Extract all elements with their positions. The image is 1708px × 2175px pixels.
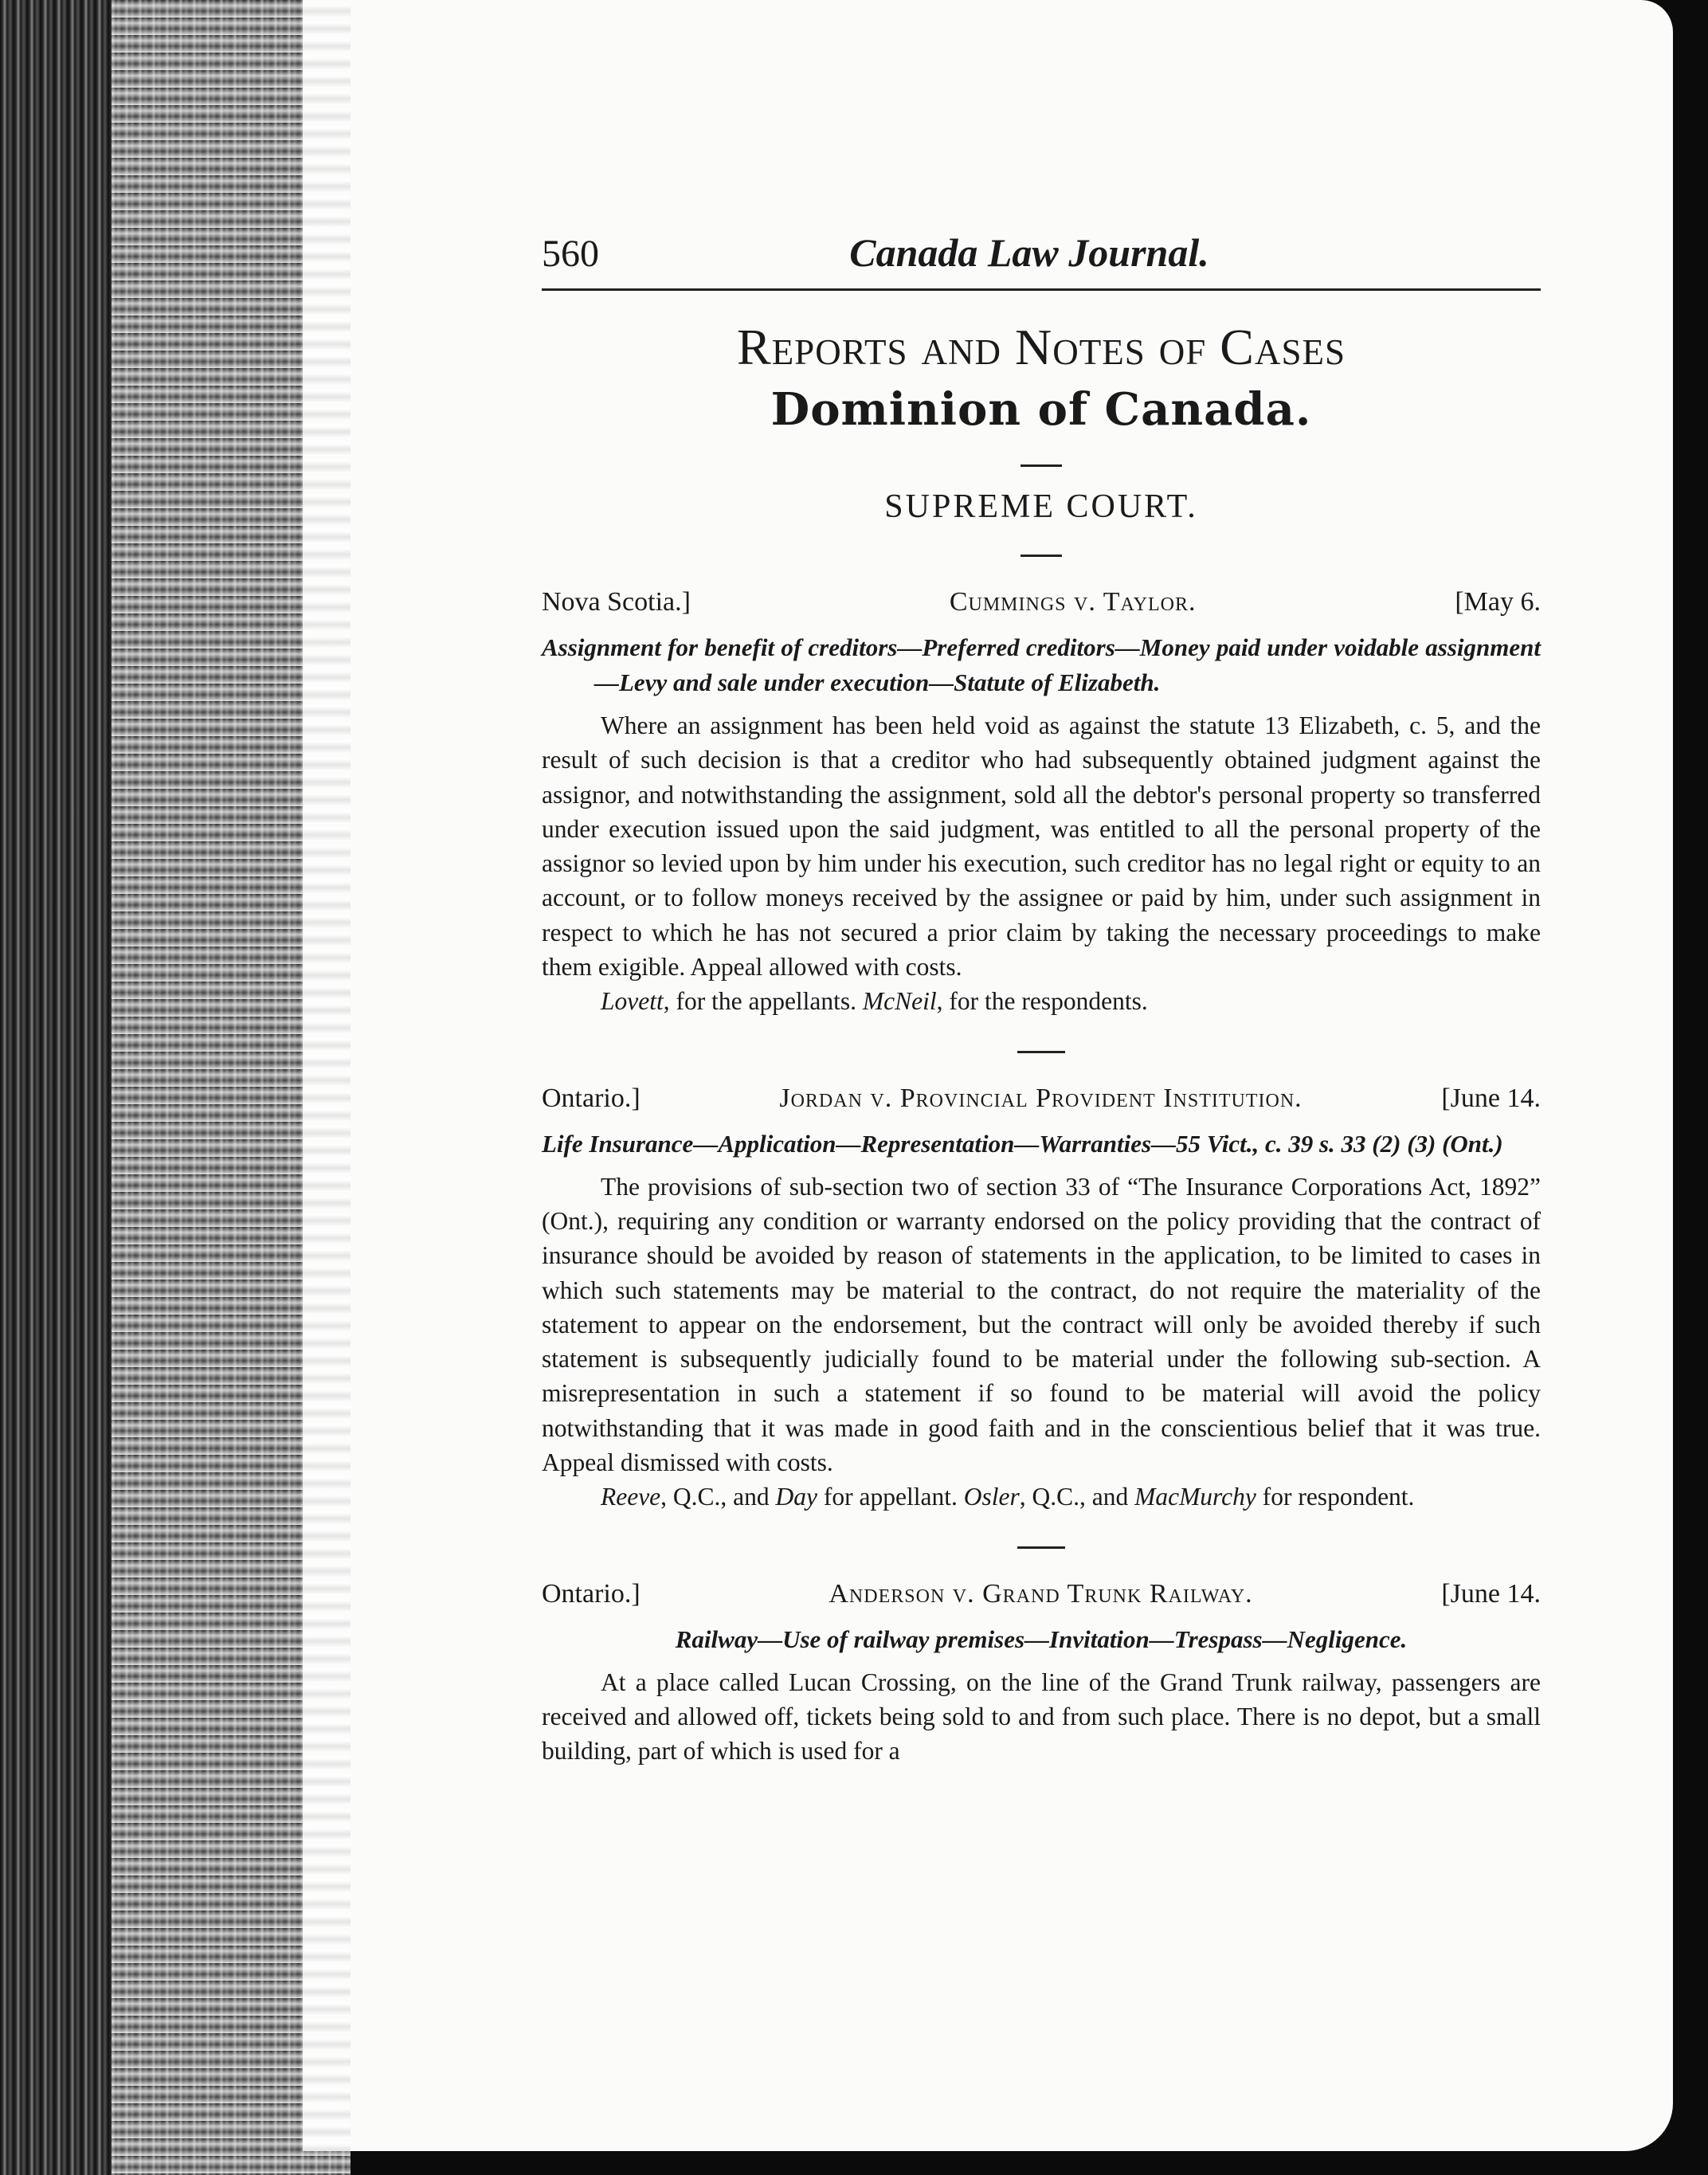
counsel-text: for appellant. [817, 1483, 964, 1511]
running-header [542, 229, 1541, 291]
section-title: Reports and Notes of Cases [737, 319, 1346, 375]
dominion-heading: Dominion of Canada. [770, 383, 1312, 436]
counsel-name: McNeil [862, 987, 937, 1016]
case-date: [May 6. [1455, 587, 1541, 617]
counsel-name: Day [775, 1483, 818, 1511]
counsel-name: Lovett [601, 987, 664, 1016]
case-counsel [542, 984, 1541, 1018]
divider [1020, 464, 1062, 467]
case-catchwords: Assignment for benefit of creditors—Preferred creditors—Money paid under voidable assignment—Levy and sale under execution—Statute of Elizabeth. [542, 633, 1541, 696]
case-jordan-v-provincial-provident [542, 1084, 1541, 1515]
page-number: 560 [542, 233, 599, 275]
court-heading: SUPREME COURT. [884, 488, 1198, 525]
case-name: Anderson v. Grand Trunk Railway. [829, 1578, 1253, 1609]
case-body: The provisions of sub-section two of section 33 of “The Insurance Corporations Act, 1892” (Ont.), requiring any condition or warranty endorsed on the policy providing that the contract of insurance should be avoided by reason of statements in the application, to be limited to cases in which such statements may be material to the contract, do not require the materiality of the statement to appear on the endorsement, but the contract will only be avoided thereby if such statement is subsequently judicially found to be material under the following sub-section. A misrepresentation in such a statement if so found to be material will avoid the policy notwithstanding that it was made in good faith and in the conscientious belief that it was true. Appeal dismissed with costs. [542, 1172, 1541, 1477]
case-anderson-v-grand-trunk [542, 1579, 1541, 1769]
case-body: Where an assignment has been held void as against the statute 13 Elizabeth, c. 5, and the result of such decision is that a creditor who had subsequently obtained judgment against the assignor, and notwithstanding the assignment, sold all the debtor's personal property so transferred under execution issued upon the said judgment, was entitled to all the personal property of the assignor so levied upon by him under his execution, such creditor has no legal right or equity to an account, or to follow moneys received by the assignee or paid by him, under such assignment in respect to which he has not secured a prior claim by taking the necessary proceedings to make them exigible. Appeal allowed with costs. [542, 711, 1541, 982]
case-province: Ontario.] [542, 1578, 640, 1609]
counsel-text: , Q.C., and [1019, 1483, 1135, 1511]
counsel-name: Reeve [601, 1483, 661, 1511]
counsel-text: , Q.C., and [660, 1483, 776, 1511]
case-header [542, 587, 1541, 625]
counsel-name: Osler [963, 1483, 1020, 1511]
case-date: [June 14. [1441, 1083, 1541, 1113]
divider [1017, 1546, 1065, 1549]
case-name: Cummings v. Taylor. [949, 587, 1197, 617]
counsel-name: MacMurchy [1134, 1483, 1256, 1511]
case-province: Ontario.] [542, 1083, 640, 1113]
case-province: Nova Scotia.] [542, 587, 691, 617]
journal-title: Canada Law Journal. [849, 230, 1209, 275]
case-header [542, 1579, 1541, 1617]
case-catchwords: Life Insurance—Application—Representation—Warranties—55 Vict., c. 39 s. 33 (2) (3) (Ont.) [542, 1129, 1503, 1158]
counsel-text: for respondent. [1256, 1483, 1415, 1511]
case-header [542, 1084, 1541, 1122]
case-body: At a place called Lucan Crossing, on the line of the Grand Trunk railway, passengers are received and allowed off, tickets being sold to and from such place. There is no depot, but a small building, part of which is used for a [542, 1667, 1541, 1765]
divider [1020, 555, 1062, 557]
counsel-text: , for the respondents. [936, 987, 1148, 1016]
case-name: Jordan v. Provincial Provident Institution. [779, 1083, 1303, 1113]
binding-shadow [112, 0, 351, 2175]
case-counsel [542, 1479, 1541, 1514]
case-date: [June 14. [1441, 1578, 1541, 1609]
case-catchwords: Railway—Use of railway premises—Invitation—Trespass—Negligence. [675, 1624, 1408, 1653]
case-cummings-v-taylor [542, 587, 1541, 1019]
counsel-text: , for the appellants. [663, 987, 863, 1016]
page-content [542, 229, 1541, 1769]
divider [1017, 1051, 1065, 1053]
